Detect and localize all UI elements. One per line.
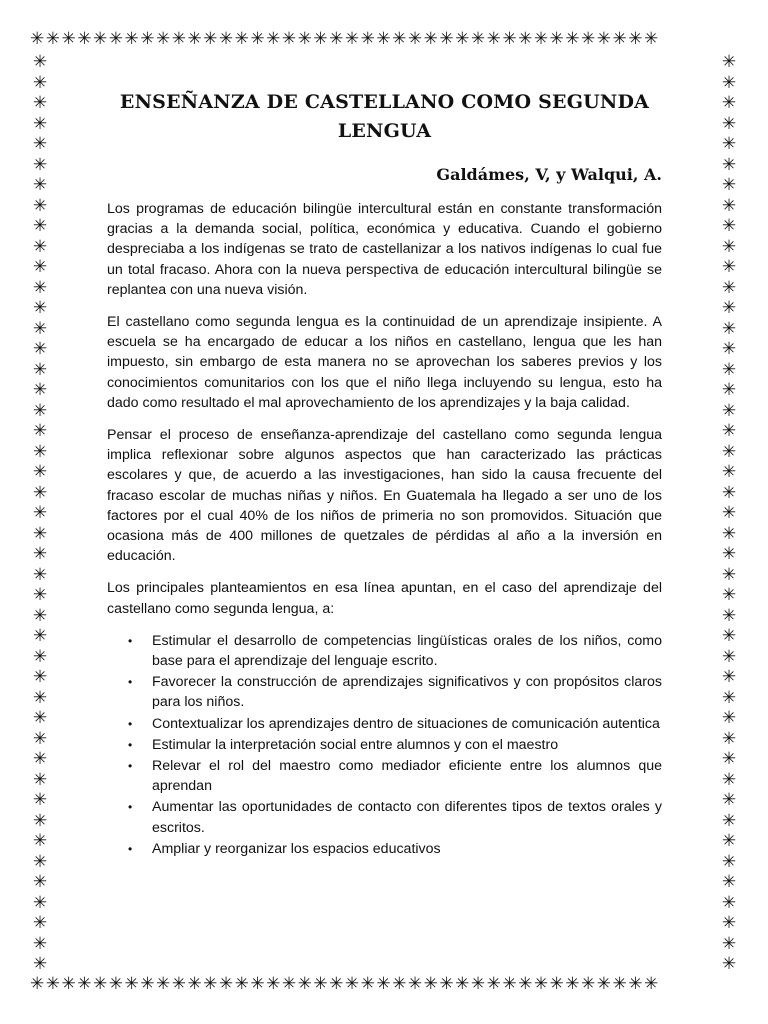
bullet-icon: • (128, 841, 133, 856)
bullet-icon: • (128, 716, 133, 731)
list-item (107, 672, 662, 712)
paragraph: Los programas de educación bilingüe intercultural están en constante transformación gracias a la demanda social, política, económica y educativa. Cuando el gobierno despreciaba a los indígenas se trato de castellanizar a los nativos indígenas lo cual fue un total fracaso. Ahora con la nueva perspectiva de educación intercultural bilingüe se replantea con una nueva visión. (107, 201, 662, 298)
list-item (107, 839, 662, 859)
page-border-bottom: ✳✳✳✳✳✳✳✳✳✳✳✳✳✳✳✳✳✳✳✳✳✳✳✳✳✳✳✳✳✳✳✳✳✳✳✳✳✳✳✳ (30, 976, 660, 994)
paragraph: Los principales planteamientos en esa línea apuntan, en el caso del aprendizaje del castellano como segunda lengua, a: (107, 580, 662, 617)
document-authors: Galdámes, V, y Walqui, A. (436, 165, 662, 184)
page-border-top: ✳✳✳✳✳✳✳✳✳✳✳✳✳✳✳✳✳✳✳✳✳✳✳✳✳✳✳✳✳✳✳✳✳✳✳✳✳✳✳✳ (30, 31, 660, 49)
paragraph: El castellano como segunda lengua es la continuidad de un aprendizaje insipiente. A escuela se ha encargado de educar a los niños en castellano, lengua que les han impuesto, sin embargo de esta manera no se aprovechan los saberes previos y los conocimientos comunitarios con los que el niño llega incluyendo su lengua, esto ha dado como resultado el mal aprovechamiento de los aprendizajes y la baja calidad. (107, 314, 662, 411)
list-item (107, 714, 662, 734)
list-item-text: Contextualizar los aprendizajes dentro de situaciones de comunicación autentica (152, 715, 660, 732)
page-border-right: ✳ ✳ ✳ ✳ ✳ ✳ ✳ ✳ ✳ ✳ ✳ ✳ ✳ ✳ ✳ ✳ ✳ ✳ ✳ ✳ ✳ ✳ ✳ ✳ ✳ ✳ ✳ ✳ ✳ ✳ ✳ ✳ ✳ ✳ ✳ ✳ ✳ ✳ ✳ ✳ ✳ ✳ ✳ ✳ ✳ (721, 52, 737, 974)
list-item-text: Estimular el desarrollo de competencias lingüísticas orales de los niños, como base para el aprendizaje del lenguaje escrito. (152, 632, 662, 670)
page-border-left: ✳ ✳ ✳ ✳ ✳ ✳ ✳ ✳ ✳ ✳ ✳ ✳ ✳ ✳ ✳ ✳ ✳ ✳ ✳ ✳ ✳ ✳ ✳ ✳ ✳ ✳ ✳ ✳ ✳ ✳ ✳ ✳ ✳ ✳ ✳ ✳ ✳ ✳ ✳ ✳ ✳ ✳ ✳ ✳ ✳ (32, 52, 48, 974)
list-item-text: Aumentar las oportunidades de contacto con diferentes tipos de textos orales y escritos. (152, 799, 662, 836)
bullet-list (107, 631, 662, 859)
list-item-text: Relevar el rol del maestro como mediador eficiente entre los alumnos que aprendan (152, 758, 662, 795)
bullet-icon: • (128, 759, 133, 774)
document-title: ENSEÑANZA DE CASTELLANO COMO SEGUNDA LENGUA (119, 91, 650, 142)
list-item (107, 756, 662, 796)
list-item-text: Favorecer la construcción de aprendizajes significativos y con propósitos claros para los niños. (152, 674, 662, 711)
bullet-icon: • (128, 633, 133, 648)
list-item (107, 797, 662, 837)
bullet-icon: • (128, 737, 133, 752)
paragraph: Pensar el proceso de enseñanza-aprendizaje del castellano como segunda lengua implica reflexionar sobre algunos aspectos que han caracterizado las prácticas escolares y que, de acuerdo a las investigaciones, han sido la causa frecuente del fracaso escolar de muchas niñas y niños. En Guatemala ha llegado a ser uno de los factores por el cual 40% de los niños de primeria no son promovidos. Situación que ocasiona más de 400 millones de quetzales de pérdidas al año a la inversión en educación. (107, 427, 662, 565)
list-item-text: Ampliar y reorganizar los espacios educativos (152, 840, 441, 857)
bullet-icon: • (128, 675, 133, 690)
document-body (107, 88, 662, 860)
list-item-text: Estimular la interpretación social entre alumnos y con el maestro (152, 736, 559, 753)
list-item (107, 735, 662, 755)
list-item (107, 631, 662, 671)
bullet-icon: • (128, 800, 133, 815)
